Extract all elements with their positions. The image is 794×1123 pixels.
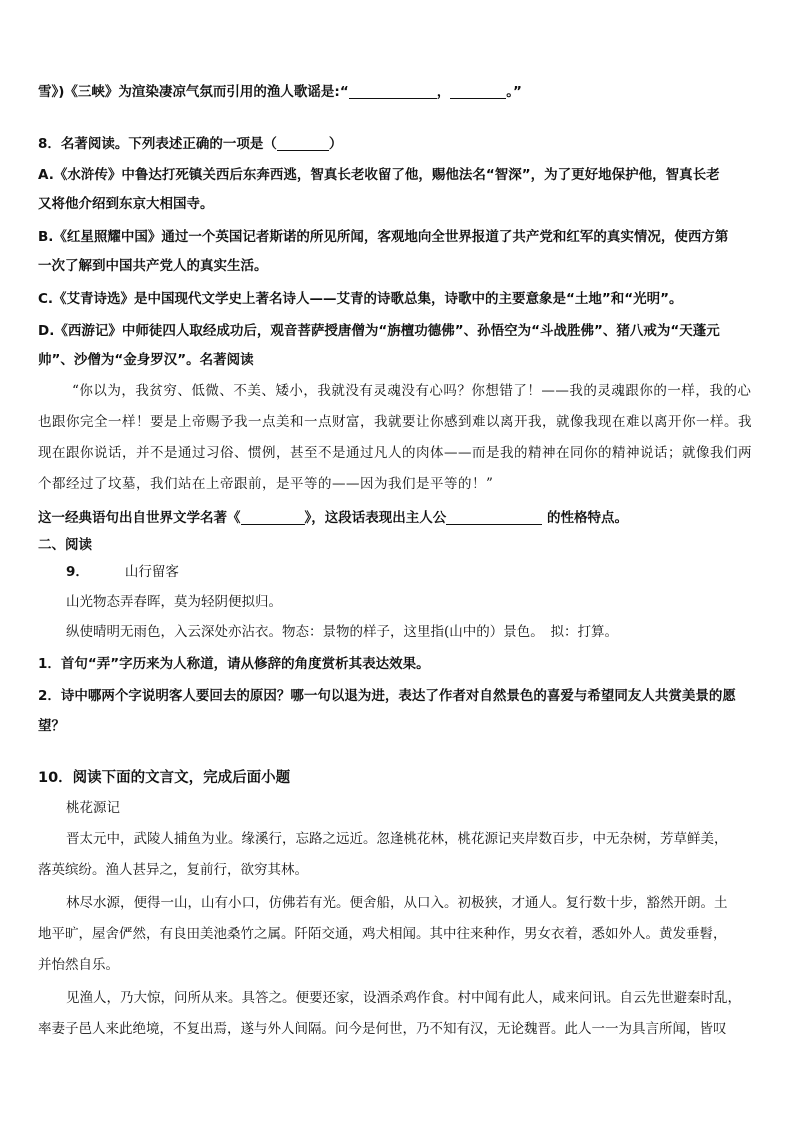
question-8-stem: [38, 134, 342, 154]
option-b-cont: 一次了解到中国共产党人的真实生活。: [38, 258, 268, 274]
question-text: 8．名著阅读。下列表述正确的一项是（: [38, 136, 277, 152]
continuation-line: [38, 82, 522, 102]
question-text: ）: [328, 136, 343, 152]
subquestion-2-cont: 望？: [38, 718, 65, 734]
passage-line: 地平旷，屋舍俨然，有良田美池桑竹之属。阡陌交通，鸡犬相闻。其中往来种作，男女衣着，悉如外人。黄发垂髫，: [38, 926, 727, 942]
quote-line: 个都经过了坟墓，我们站在上帝跟前，是平等的——因为我们是平等的！”: [38, 476, 494, 492]
question-9-header: [66, 562, 179, 582]
question-text: 的性格特点。: [542, 510, 628, 526]
subquestion-2: 2．诗中哪两个字说明客人要回去的原因？哪一句以退为进，表达了作者对自然景色的喜爱与希望同友人共赏美景的愿: [38, 688, 736, 704]
continuation-text: 雪》)《三峡》为渲染凄凉气氛而引用的渔人歌谣是:“: [38, 84, 349, 100]
passage-line: 晋太元中，武陵人捕鱼为业。缘溪行，忘路之远近。忽逢桃花林，桃花源记夹岸数百步，中无杂树，芳草鲜美，: [66, 831, 728, 847]
passage-title: 桃花源记: [66, 800, 120, 816]
section-title: 二、阅读: [38, 537, 92, 553]
separator: ，: [436, 84, 451, 100]
closing-quote: 。”: [506, 84, 522, 100]
option-a: A.《水浒传》中鲁达打死镇关西后东奔西逃，智真长老收留了他，赐他法名“智深”，为了更好地保护他，智真长老: [38, 167, 720, 183]
passage-line: 见渔人，乃大惊，问所从来。具答之。便要还家，设酒杀鸡作食。村中闻有此人，咸来问讯。自云先世避秦时乱，: [66, 990, 741, 1006]
question-text: 》，这段话表现出主人公: [304, 510, 447, 526]
poem-title: 山行留客: [124, 564, 179, 580]
passage-line: 率妻子邑人来此绝境，不复出焉，遂与外人间隔。问今是何世，乃不知有汉，无论魏晋。此人一一为具言所闻，皆叹: [38, 1021, 727, 1037]
question-10-heading: 10．阅读下面的文言文，完成后面小题: [38, 770, 291, 786]
answer-blank[interactable]: [349, 84, 437, 99]
passage-line: 林尽水源，便得一山，山有小口，仿佛若有光。便舍船，从口入。初极狭，才通人。复行数十步，豁然开朗。土: [66, 895, 728, 911]
poem-line: 山光物态弄春晖，莫为轻阴便拟归。: [66, 594, 282, 610]
option-d: D.《西游记》中师徒四人取经成功后，观音菩萨授唐僧为“旃檀功德佛”、孙悟空为“斗战胜佛”、猪八戒为“天蓬元: [38, 323, 720, 339]
subquestion-1: 1．首句“弄”字历来为人称道，请从修辞的角度赏析其表达效果。: [38, 656, 430, 672]
option-d-cont: 帅”、沙僧为“金身罗汉”。名著阅读: [38, 352, 254, 368]
quote-line: 也跟你完全一样！要是上帝赐予我一点美和一点财富，我就要让你感到难以离开我，就像我现在难以离开你一样。我: [38, 414, 752, 430]
answer-blank[interactable]: [446, 510, 542, 525]
answer-blank[interactable]: [277, 136, 329, 151]
passage-line: 落英缤纷。渔人甚异之，复前行，欲穷其林。: [38, 862, 308, 878]
quote-line: “你以为，我贫穷、低微、不美、矮小，我就没有灵魂没有心吗？你想错了！——我的灵魂跟你的一样，我的心: [72, 383, 752, 399]
answer-blank[interactable]: [450, 84, 506, 99]
quote-line: 现在跟你说话，并不是通过习俗、惯例，甚至不是通过凡人的肉体——而是我的精神在同你的精神说话；就像我们两: [38, 445, 752, 461]
question-8-ask: [38, 508, 628, 528]
option-b: B.《红星照耀中国》通过一个英国记者斯诺的所见所闻，客观地向全世界报道了共产党和红军的真实情况，使西方第: [38, 229, 729, 245]
answer-blank[interactable]: [241, 510, 305, 525]
question-number: 9．: [66, 564, 89, 580]
poem-line-with-notes: 纵使晴明无雨色，入云深处亦沾衣。物态：景物的样子，这里指(山中的）景色。 拟：打算。: [66, 624, 619, 640]
option-a-cont: 又将他介绍到东京大相国寺。: [38, 196, 214, 212]
passage-line: 并怡然自乐。: [38, 957, 119, 973]
question-text: 这一经典语句出自世界文学名著《: [38, 510, 241, 526]
option-c: C.《艾青诗选》是中国现代文学史上著名诗人——艾青的诗歌总集，诗歌中的主要意象是“土地”和“光明”。: [38, 291, 683, 307]
